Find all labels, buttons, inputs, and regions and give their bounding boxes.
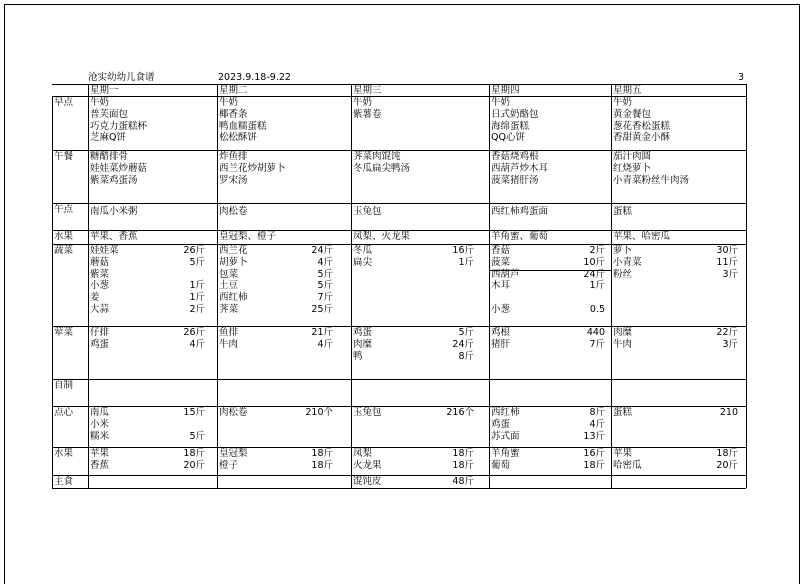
ingredient-qty: 21斤 <box>311 327 333 338</box>
ingredient-name: 西兰花 <box>219 245 248 256</box>
ingredient-qty: 4斤 <box>317 256 333 268</box>
menu-item: 西葫芦炒木耳 <box>491 162 549 174</box>
table-rule <box>52 379 746 380</box>
table-rule <box>52 406 746 407</box>
table-rule <box>52 447 746 448</box>
ingredient-name: 羊角蜜 <box>491 448 520 459</box>
ingredient-name: 小米 <box>90 418 110 430</box>
ingredient-qty: 18斤 <box>583 459 605 471</box>
menu-item: 椰香条 <box>219 108 248 120</box>
ingredient-name: 牛肉 <box>219 338 239 350</box>
menu-item: 荠菜肉馄饨 <box>353 151 401 162</box>
menu-item: 紫菜鸡蛋汤 <box>90 174 138 186</box>
table-column-rule <box>611 84 612 488</box>
menu-item: 冬瓜扁尖鸭汤 <box>353 162 411 174</box>
table-rule <box>52 96 746 97</box>
ingredient-name: 土豆 <box>219 280 239 292</box>
ingredient-qty: 48斤 <box>452 476 474 487</box>
menu-item: 西兰花炒胡萝卜 <box>219 162 286 174</box>
ingredient-qty: 16斤 <box>583 448 605 459</box>
ingredient-name: 鸡蛋 <box>353 327 373 338</box>
ingredient-name: 鸭 <box>353 350 363 362</box>
ingredient-name: 馄饨皮 <box>353 476 382 487</box>
ingredient-qty: 16斤 <box>452 245 474 256</box>
menu-item: 糖醋排骨 <box>90 151 129 162</box>
menu-item: 牛奶 <box>613 97 633 108</box>
ingredient-name: 苹果 <box>90 448 110 459</box>
ingredient-qty: 4斤 <box>589 418 605 430</box>
ingredient-qty: 5斤 <box>317 280 333 292</box>
menu-item: 苹果、香蕉 <box>90 231 138 242</box>
ingredient-name: 哈密瓜 <box>613 459 642 471</box>
ingredient-name: 小葱 <box>491 304 511 315</box>
ingredient-name: 蘑菇 <box>90 256 110 268</box>
ingredient-qty: 8斤 <box>458 350 474 362</box>
ingredient-name: 肉糜 <box>613 327 633 338</box>
menu-item: 芝麻Q饼 <box>90 132 126 144</box>
menu-item: 小青菜粉丝牛肉汤 <box>613 174 690 186</box>
ingredient-name: 娃娃菜 <box>90 245 119 256</box>
menu-item: 香甜黄金小酥 <box>613 132 671 144</box>
menu-item: 羊角蜜、葡萄 <box>491 231 549 242</box>
menu-item: 炸鱼排 <box>219 151 248 162</box>
ingredient-name: 葡萄 <box>491 459 511 471</box>
page-frame <box>4 4 800 584</box>
row-label: 午餐 <box>54 151 74 162</box>
row-label: 主食 <box>54 476 74 487</box>
ingredient-qty: 2斤 <box>589 245 605 256</box>
ingredient-name: 凤梨 <box>353 448 373 459</box>
ingredient-qty: 8斤 <box>589 407 605 418</box>
menu-item: 肉松卷 <box>219 206 248 217</box>
menu-item: 黄金餐包 <box>613 108 652 120</box>
ingredient-qty: 1斤 <box>189 280 205 292</box>
ingredient-qty: 1斤 <box>458 256 474 268</box>
menu-item: 菠菜猪肝汤 <box>491 174 539 186</box>
ingredient-qty: 5斤 <box>458 327 474 338</box>
ingredient-name: 姜 <box>90 292 100 304</box>
menu-item: 红烧萝卜 <box>613 162 652 174</box>
ingredient-name: 粉丝 <box>613 268 633 280</box>
ingredient-name: 皇冠梨 <box>219 448 248 459</box>
ingredient-name: 菠菜 <box>491 256 511 268</box>
ingredient-name: 糯米 <box>90 430 110 442</box>
day-header: 星期五 <box>613 85 642 96</box>
ingredient-name: 小青菜 <box>613 256 642 268</box>
ingredient-name: 鸡蛋 <box>90 338 110 350</box>
ingredient-name: 苹果 <box>613 448 633 459</box>
day-header: 星期二 <box>219 85 248 96</box>
ingredient-qty: 7斤 <box>317 292 333 304</box>
day-header: 星期四 <box>491 85 520 96</box>
ingredient-qty: 18斤 <box>311 448 333 459</box>
ingredient-qty: 7斤 <box>589 338 605 350</box>
ingredient-name: 木耳 <box>491 280 511 292</box>
ingredient-qty: 20斤 <box>183 459 205 471</box>
ingredient-qty: 18斤 <box>716 448 738 459</box>
ingredient-qty: 4斤 <box>189 338 205 350</box>
ingredient-name: 紫菜 <box>90 268 110 280</box>
menu-item: 紫薯卷 <box>353 108 382 120</box>
ingredient-qty: 1斤 <box>189 292 205 304</box>
menu-item: 牛奶 <box>219 97 239 108</box>
ingredient-name: 苏式面 <box>491 430 520 442</box>
menu-item: 香菇烧鸡根 <box>491 151 539 162</box>
ingredient-qty: 440 <box>586 327 605 338</box>
ingredient-qty: 26斤 <box>183 245 205 256</box>
day-header: 星期三 <box>353 85 382 96</box>
ingredient-qty: 22斤 <box>716 327 738 338</box>
table-rule <box>52 488 746 489</box>
menu-title: 沧实幼幼儿食谱 <box>88 72 155 83</box>
ingredient-qty: 3斤 <box>722 338 738 350</box>
ingredient-name: 火龙果 <box>353 459 382 471</box>
table-column-rule <box>52 96 53 488</box>
row-label: 水果 <box>54 448 74 459</box>
table-rule <box>52 244 746 245</box>
ingredient-name: 扁尖 <box>353 256 373 268</box>
ingredient-qty: 18斤 <box>452 459 474 471</box>
ingredient-qty: 5斤 <box>317 268 333 280</box>
ingredient-name: 鸡蛋 <box>491 418 511 430</box>
menu-item: 巧克力蛋糕杯 <box>90 120 148 132</box>
ingredient-name: 南瓜 <box>90 407 110 418</box>
ingredient-name: 橙子 <box>219 459 239 471</box>
menu-item: 罗宋汤 <box>219 174 248 186</box>
menu-item: 娃娃菜炒蘑菇 <box>90 162 148 174</box>
menu-item: 西红柿鸡蛋面 <box>491 206 549 217</box>
ingredient-qty: 24斤 <box>452 338 474 350</box>
ingredient-qty: 13斤 <box>583 430 605 442</box>
ingredient-name: 香菇 <box>491 245 511 256</box>
menu-item: 牛奶 <box>491 97 511 108</box>
row-label: 荤菜 <box>54 327 74 338</box>
ingredient-qty: 18斤 <box>452 448 474 459</box>
ingredient-qty: 24斤 <box>583 268 605 280</box>
table-rule <box>52 203 746 204</box>
menu-item: 玉兔包 <box>353 206 382 217</box>
ingredient-name: 小葱 <box>90 280 110 292</box>
ingredient-qty: 26斤 <box>183 327 205 338</box>
ingredient-name: 牛肉 <box>613 338 633 350</box>
menu-item: 茄汁肉圆 <box>613 151 652 162</box>
table-rule <box>52 326 746 327</box>
table-column-rule <box>88 84 89 488</box>
menu-item: 皇冠梨、橙子 <box>219 231 277 242</box>
ingredient-name: 萝卜 <box>613 245 633 256</box>
ingredient-name: 西红柿 <box>491 407 520 418</box>
ingredient-qty: 15斤 <box>183 407 205 418</box>
menu-item: 葱花香松蛋糕 <box>613 120 671 132</box>
menu-item: 牛奶 <box>353 97 373 108</box>
ingredient-qty: 18斤 <box>183 448 205 459</box>
menu-item: 海绵蛋糕 <box>491 120 530 132</box>
date-range: 2023.9.18-9.22 <box>218 72 291 83</box>
ingredient-name: 肉松卷 <box>219 407 248 418</box>
menu-item: 普芙面包 <box>90 108 129 120</box>
ingredient-qty: 10斤 <box>583 256 605 268</box>
row-label: 水果 <box>54 231 74 242</box>
ingredient-qty: 210个 <box>305 407 333 418</box>
ingredient-name: 荠菜 <box>219 304 239 315</box>
table-column-rule <box>489 84 490 488</box>
table-rule <box>52 475 746 476</box>
menu-item: 日式奶酪包 <box>491 108 539 120</box>
menu-item: 凤梨、火龙果 <box>353 231 411 242</box>
menu-item: 苹果、哈密瓜 <box>613 231 671 242</box>
menu-item: 松松酥饼 <box>219 132 258 144</box>
ingredient-qty: 216个 <box>446 407 474 418</box>
ingredient-qty: 5斤 <box>189 256 205 268</box>
ingredient-name: 玉兔包 <box>353 407 382 418</box>
ingredient-qty: 18斤 <box>311 459 333 471</box>
ingredient-qty: 24斤 <box>311 245 333 256</box>
row-label: 自制 <box>54 380 74 391</box>
table-column-rule <box>217 84 218 488</box>
ingredient-qty: 25斤 <box>311 304 333 315</box>
row-label: 蔬菜 <box>54 245 74 256</box>
row-label: 早点 <box>54 97 74 108</box>
ingredient-name: 大蒜 <box>90 304 110 315</box>
menu-item: 蛋糕 <box>613 206 633 217</box>
menu-item: 牛奶 <box>90 97 110 108</box>
day-header: 星期一 <box>90 85 119 96</box>
menu-item: QQ心饼 <box>491 132 525 144</box>
ingredient-qty: 3斤 <box>722 268 738 280</box>
row-label: 午点 <box>54 204 74 215</box>
ingredient-qty: 5斤 <box>189 430 205 442</box>
ingredient-name: 包菜 <box>219 268 239 280</box>
menu-item: 南瓜小米粥 <box>90 206 138 217</box>
page-number: 3 <box>738 72 745 83</box>
ingredient-qty: 0.5 <box>589 304 605 315</box>
ingredient-name: 仔排 <box>90 327 110 338</box>
menu-item: 鸭血糯蛋糕 <box>219 120 267 132</box>
ingredient-qty: 11斤 <box>716 256 738 268</box>
ingredient-qty: 4斤 <box>317 338 333 350</box>
ingredient-name: 西红柿 <box>219 292 248 304</box>
ingredient-name: 西葫芦 <box>491 268 520 280</box>
ingredient-name: 香蕉 <box>90 459 110 471</box>
ingredient-name: 蛋糕 <box>613 407 633 418</box>
ingredient-name: 猪肝 <box>491 338 511 350</box>
ingredient-qty: 30斤 <box>716 245 738 256</box>
table-column-rule <box>746 84 747 488</box>
ingredient-name: 鱼排 <box>219 327 239 338</box>
row-label: 点心 <box>54 407 74 418</box>
ingredient-name: 胡萝卜 <box>219 256 248 268</box>
table-column-rule <box>351 84 352 488</box>
ingredient-name: 冬瓜 <box>353 245 373 256</box>
ingredient-name: 肉糜 <box>353 338 373 350</box>
ingredient-name: 鸡根 <box>491 327 511 338</box>
ingredient-qty: 210 <box>719 407 738 418</box>
ingredient-qty: 20斤 <box>716 459 738 471</box>
ingredient-qty: 2斤 <box>189 304 205 315</box>
ingredient-qty: 1斤 <box>589 280 605 292</box>
